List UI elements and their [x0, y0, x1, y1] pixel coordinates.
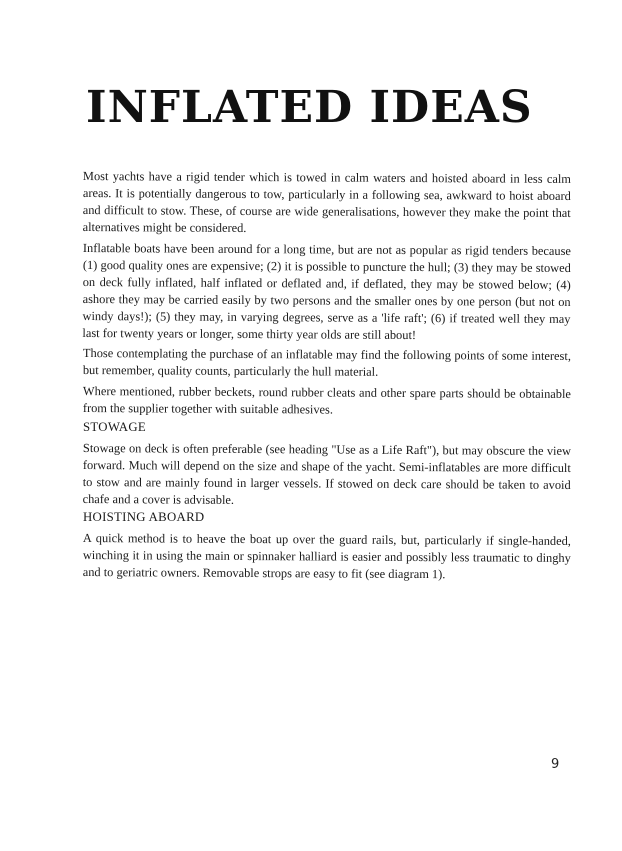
page-number: 9	[551, 757, 560, 772]
paragraph-inflatable-advantages: Inflatable boats have been around for a long time, but are not as popular as rigid tenders because (1) good quality ones are expensive; (2) it is possible to puncture the hull; (3) they may be stowed on deck fully inflated, half inflated or deflated and, if deflated, they may be stowed below; (4) ashore they may be carried easily by two persons and the smaller ones by one person (but not on windy days!); (5) they may, in varying degrees, serve as a 'life raft'; (6) if treated well they may last for twenty years or longer, some thirty year olds are still about!	[82, 240, 571, 342]
paragraph-hoisting: A quick method is to heave the boat up over the guard rails, but, particularly if single-handed, winching it in using the main or spinnaker halliard is easier and possibly less traumatic to dinghy and to geriatric owners. Removable strops are easy to fit (see diagram 1).	[82, 531, 571, 582]
paragraph-intro: Most yachts have a rigid tender which is towed in calm waters and hoisted aboard in less calm areas. It is potentially dangerous to tow, particularly in a following sea, awkward to hoist aboard and difficult to stow. These, of course are wide generalisations, however they make the point that alternatives might be considered.	[82, 168, 571, 235]
body-text	[83, 168, 571, 581]
paragraph-spare-parts: Where mentioned, rubber beckets, round rubber cleats and other spare parts should be obtainable from the supplier together with suitable adhesives.	[82, 383, 571, 417]
heading-stowage: STOWAGE	[83, 419, 147, 434]
heading-hoisting-aboard: HOISTING ABOARD	[83, 510, 205, 525]
paragraph-purchase-points: Those contemplating the purchase of an inflatable may find the following points of some interest, but remember, quality counts, particularly the hull material.	[82, 346, 571, 379]
page-title: INFLATED IDEAS	[86, 82, 533, 133]
paragraph-stowage: Stowage on deck is often preferable (see heading "Use as a Life Raft"), but may obscure the view forward. Much will depend on the size and shape of the yacht. Semi-inflatables are more difficult to stow and are mainly found in larger vessels. If stowed on deck care should be taken to avoid chafe and a cover is advisable.	[82, 440, 571, 507]
